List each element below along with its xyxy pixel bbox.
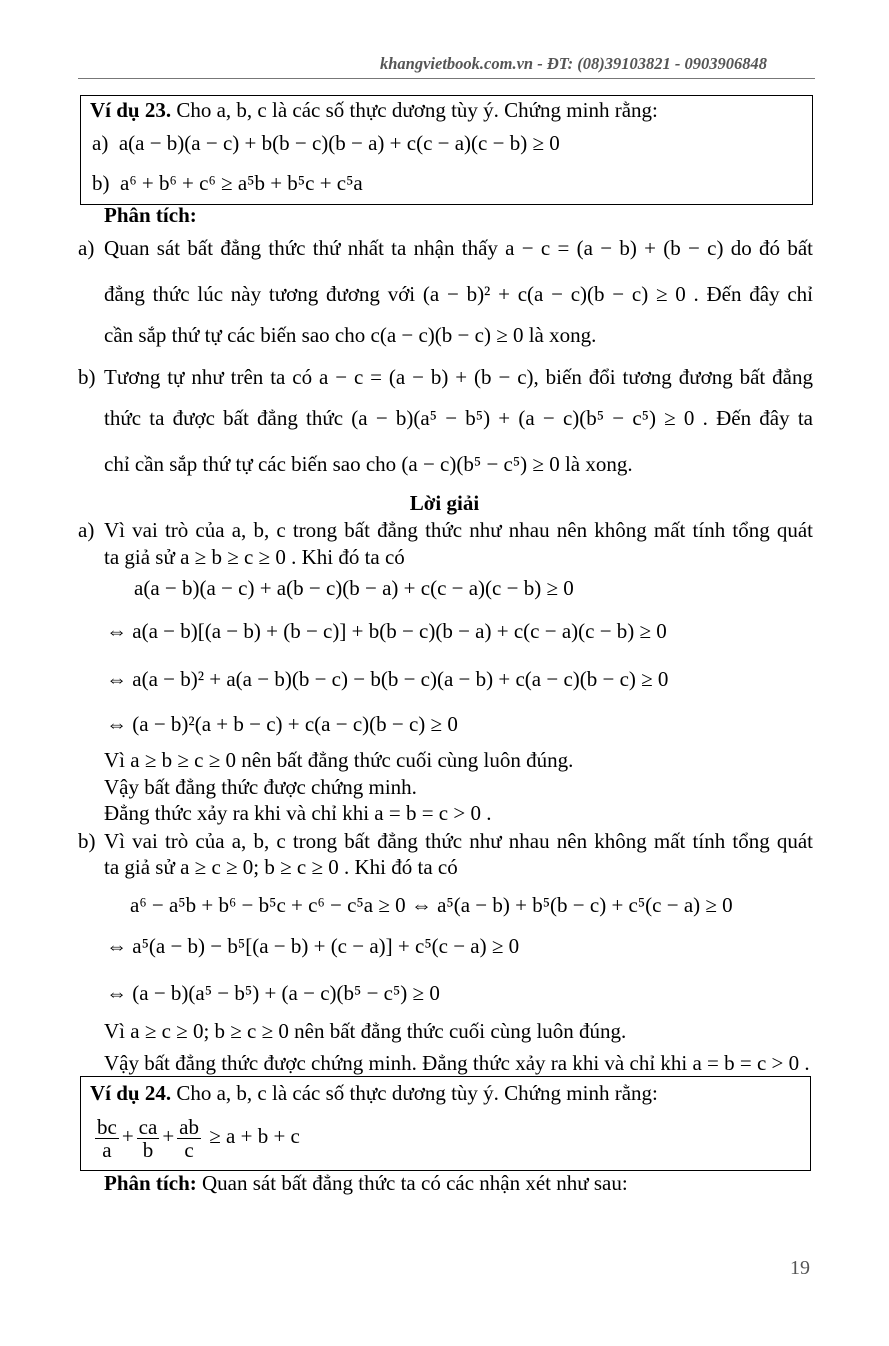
formula-line: ⇔ a⁵(a − b) − b⁵[(a − b) + (c − a)] + c⁵(c − a) ≥ 0 xyxy=(106,934,520,958)
paragraph-line: Đẳng thức xảy ra khi và chỉ khi a = b = c > 0 . xyxy=(104,801,492,825)
example-23-statement xyxy=(90,97,658,123)
paragraph-line: cần sắp thứ tự các biến sao cho c(a − c)(b − c) ≥ 0 là xong. xyxy=(104,323,597,347)
plus: + xyxy=(121,1124,134,1148)
heading-text: Phân tích: xyxy=(104,1171,197,1195)
page-header: khangvietbook.com.vn - ĐT: (08)39103821 - 0903906848 xyxy=(380,54,767,73)
formula-line: ⇔ (a − b)²(a + b − c) + c(a − c)(b − c) ≥ 0 xyxy=(106,712,458,736)
formula-line: ⇔ a(a − b)² + a(a − b)(b − c) − b(b − c)(a − b) + c(a − c)(b − c) ≥ 0 xyxy=(106,667,669,691)
formula-line: ⇔ a(a − b)[(a − b) + (b − c)] + b(b − c)(b − a) + c(c − a)(c − b) ≥ 0 xyxy=(106,619,667,643)
label: b) xyxy=(92,171,110,195)
example-23-text: Cho a, b, c là các số thực dương tùy ý. Chứng minh rằng: xyxy=(171,98,658,122)
formula-line: a⁶ − a⁵b + b⁶ − b⁵c + c⁶ − c⁵a ≥ 0 ⇔ a⁵(a − b) + b⁵(b − c) + c⁵(c − a) ≥ 0 xyxy=(130,893,733,917)
paragraph-line: chỉ cần sắp thứ tự các biến sao cho (a − c)(b⁵ − c⁵) ≥ 0 là xong. xyxy=(104,452,633,476)
fraction xyxy=(95,1116,119,1161)
example-24-title: Ví dụ 24. xyxy=(90,1081,172,1105)
paragraph-line: ta giả sử a ≥ b ≥ c ≥ 0 . Khi đó ta có xyxy=(104,545,405,569)
paragraph-line: Tương tự như trên ta có a − c = (a − b) + (b − c), biến đổi tương đương bất đẳng xyxy=(104,365,813,389)
example-24-statement xyxy=(90,1080,658,1106)
paragraph-line: Vậy bất đẳng thức được chứng minh. xyxy=(104,775,417,799)
denominator: c xyxy=(184,1137,194,1162)
paragraph-line: Vì a ≥ b ≥ c ≥ 0 nên bất đẳng thức cuối cùng luôn đúng. xyxy=(104,748,574,772)
paragraph-line: Vì a ≥ c ≥ 0; b ≥ c ≥ 0 nên bất đẳng thức cuối cùng luôn đúng. xyxy=(104,1019,627,1043)
paragraph-line: ta giả sử a ≥ c ≥ 0; b ≥ c ≥ 0 . Khi đó ta có xyxy=(104,855,458,879)
example-23-part-b xyxy=(92,170,363,196)
paragraph-line: Vậy bất đẳng thức được chứng minh. Đẳng thức xảy ra khi và chỉ khi a = b = c > 0 . xyxy=(104,1051,810,1075)
denominator: b xyxy=(142,1137,154,1162)
example-24-formula xyxy=(92,1112,300,1161)
formula-rhs: ≥ a + b + c xyxy=(209,1124,300,1148)
formula-line: ⇔ (a − b)(a⁵ − b⁵) + (a − c)(b⁵ − c⁵) ≥ 0 xyxy=(106,981,440,1005)
formula: a⁶ + b⁶ + c⁶ ≥ a⁵b + b⁵c + c⁵a xyxy=(120,171,363,195)
plus: + xyxy=(162,1124,175,1148)
formula: a(a − b)(a − c) + b(b − c)(b − a) + c(c − a)(c − b) ≥ 0 xyxy=(118,131,560,155)
item-label: b) xyxy=(78,829,96,853)
fraction xyxy=(137,1116,160,1161)
analysis-2 xyxy=(104,1170,628,1196)
formula-line: a(a − b)(a − c) + a(b − c)(b − a) + c(c − a)(c − b) ≥ 0 xyxy=(134,576,574,600)
paragraph-text: Quan sát bất đẳng thức ta có các nhận xét như sau: xyxy=(196,1171,628,1195)
item-label: a) xyxy=(78,518,95,542)
paragraph-line: Vì vai trò của a, b, c trong bất đẳng thức như nhau nên không mất tính tổng quát xyxy=(104,829,813,853)
denominator: a xyxy=(102,1137,112,1162)
numerator: ca xyxy=(138,1114,158,1139)
item-label: a) xyxy=(78,236,95,260)
solution-heading xyxy=(0,490,889,516)
analysis-heading xyxy=(104,202,197,228)
page-number: 19 xyxy=(790,1257,810,1279)
example-23-title: Ví dụ 23. xyxy=(90,98,172,122)
header-rule xyxy=(78,78,815,79)
item-label: b) xyxy=(78,365,96,389)
heading-text: Lời giải xyxy=(409,491,480,515)
paragraph-line: Vì vai trò của a, b, c trong bất đẳng thức như nhau nên không mất tính tổng quát xyxy=(104,518,813,542)
label: a) xyxy=(92,131,109,155)
numerator: bc xyxy=(97,1114,117,1139)
example-23-part-a xyxy=(92,130,560,156)
paragraph-line: thức ta được bất đẳng thức (a − b)(a⁵ − b⁵) + (a − c)(b⁵ − c⁵) ≥ 0 . Đến đây ta xyxy=(104,406,813,430)
example-24-text: Cho a, b, c là các số thực dương tùy ý. Chứng minh rằng: xyxy=(171,1081,658,1105)
fraction xyxy=(177,1116,201,1161)
numerator: ab xyxy=(179,1114,199,1139)
heading-text: Phân tích: xyxy=(104,203,197,227)
paragraph-line: Quan sát bất đẳng thức thứ nhất ta nhận thấy a − c = (a − b) + (b − c) do đó bất xyxy=(104,236,813,260)
paragraph-line: đẳng thức lúc này tương đương với (a − b)² + c(a − c)(b − c) ≥ 0 . Đến đây chỉ xyxy=(104,282,813,306)
